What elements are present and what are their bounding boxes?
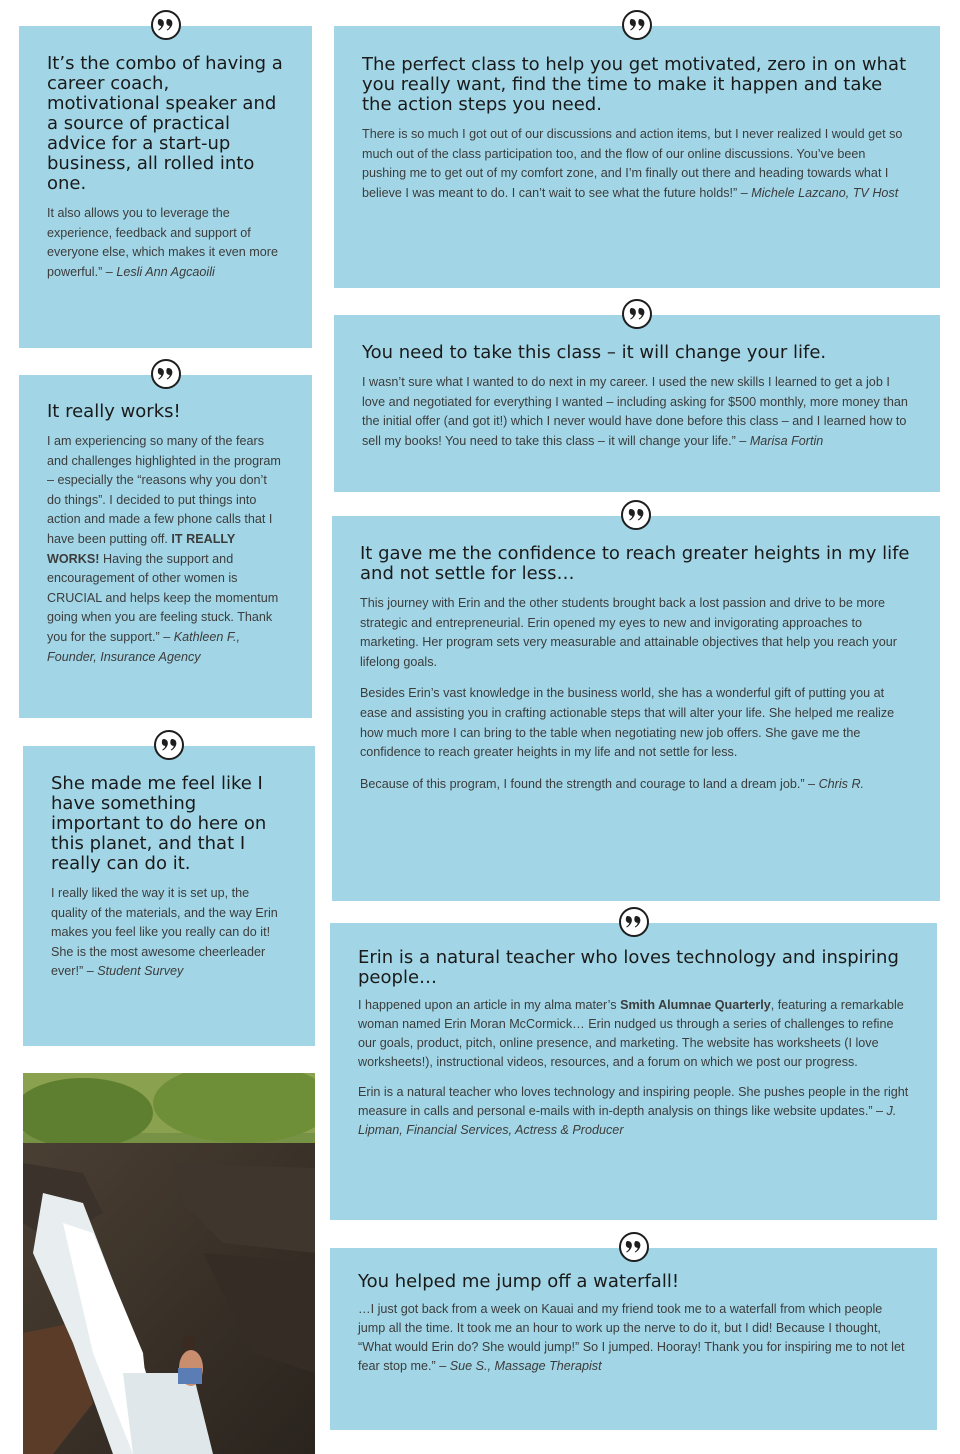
quote-icon: [151, 10, 181, 40]
testimonial-author: J. Lipman, Financial Services, Actress & Producer: [358, 1104, 897, 1137]
testimonial-card-michele: [334, 26, 940, 288]
testimonial-author: Student Survey: [97, 964, 184, 979]
testimonial-card-chris: [332, 516, 940, 901]
quote-icon: [619, 907, 649, 937]
testimonial-card-student-survey: [23, 746, 315, 1046]
testimonial-headline: The perfect class to help you get motivated, zero in on what you really want, find the time to make it happen and take the action steps you need.: [362, 54, 907, 115]
testimonial-text: Because of this program, I found the strength and courage to land a dream job.” –: [360, 776, 816, 791]
testimonial-author: Lesli Ann Agcaoili: [116, 264, 215, 279]
testimonial-body: [47, 204, 284, 282]
testimonial-emphasis: IT REALLY WORKS!: [47, 531, 236, 566]
testimonial-text: It also allows you to leverage the experience, feedback and support of everyone else, which makes it even more powerful.” –: [47, 206, 278, 279]
testimonial-body: This journey with Erin and the other students brought back a lost passion and drive to be more strategic and entrepreneurial. Erin opened my eyes to new and invigorating approaches to marketing. Her program sets very measurable and attainable objectives that help you reach your lifelong goals.: [360, 596, 897, 669]
testimonial-body: [358, 1300, 909, 1376]
testimonial-body: [360, 775, 912, 795]
testimonial-headline: Erin is a natural teacher who loves technology and inspiring people…: [358, 947, 899, 988]
testimonial-card-lipman: [330, 923, 937, 1220]
quote-icon: [622, 10, 652, 40]
testimonial-author: Sue S., Massage Therapist: [449, 1359, 602, 1373]
testimonial-body: [358, 1083, 909, 1140]
testimonial-text-continued: Having the support and encouragement of other women is CRUCIAL and helps keep the momentum going when you are feeling stuck. Thank you for the support.” –: [47, 551, 279, 644]
waterfall-photo: [23, 1073, 315, 1454]
testimonial-body: [51, 884, 287, 982]
testimonial-card-marisa: [334, 315, 940, 492]
testimonial-text: I really liked the way it is set up, the quality of the materials, and the way Erin makes you feel like you really can do it! She is the most awesome cheerleader ever!” –: [51, 886, 278, 979]
testimonial-text: I happened upon an article in my alma mater’s: [358, 998, 617, 1012]
testimonial-text: Erin is a natural teacher who loves technology and inspiring people. She pushes people in the right measure in calls and personal e-mails with in-depth analysis on things like website updates.” –: [358, 1085, 909, 1118]
testimonial-text: I wasn’t sure what I wanted to do next in my career. I used the new skills I learned to get a job I love and negotiated for everything I wanted – including asking for $500 monthly, more money than the initial offer (and got it!) which I never would have done before this class – and I learned how to sell my books! You need to take this class – it will change your life.” –: [362, 375, 908, 448]
testimonial-headline: It’s the combo of having a career coach, motivational speaker and a source of practical advice for a start-up business, all rolled into one.: [47, 53, 283, 194]
testimonial-author: Michele Lazcano, TV Host: [751, 185, 899, 200]
quote-icon: [151, 359, 181, 389]
publication-name: Smith Alumnae Quarterly: [620, 998, 771, 1012]
testimonial-card-kathleen: [19, 375, 312, 718]
testimonial-headline: She made me feel like I have something important to do here on this planet, and that I really can do it.: [51, 773, 267, 874]
testimonial-body: Besides Erin’s vast knowledge in the business world, she has a wonderful gift of putting you at ease and assisting you in crafting actionable steps that will alter your life. She helped me realize how much more I can bring to the table when negotiating new job offers. She gave me the confidence to reach greater heights in my life and not settle for less.: [360, 686, 895, 760]
testimonial-text: …I just got back from a week on Kauai and my friend took me to a waterfall from which people jump all the time. It took me an hour to work up the nerve to do it, but I did! Because I thought, “What would Erin do? She would jump!” So I jumped. Hooray! Thank you for inspiring me to not let fear stop me.” –: [358, 1302, 905, 1373]
testimonial-author: Marisa Fortin: [749, 433, 824, 448]
testimonial-body: [47, 432, 284, 667]
testimonial-text: I am experiencing so many of the fears and challenges highlighted in the program – especially the “reasons why you don’t do things”. I decided to put things into action and made a few phone calls that I have been putting off.: [47, 434, 281, 546]
testimonial-card-sue: [330, 1248, 937, 1430]
testimonial-text-continued: , featuring a remarkable woman named Erin Moran McCormick… Erin nudged us through a series of challenges to refine our goals, product, pitch, online presence, and marketing. The website has worksheets (I love worksheets!), instructional videos, resources, and a forum on which we post our progress.: [358, 998, 904, 1069]
testimonial-body: [362, 373, 912, 451]
quote-icon: [154, 730, 184, 760]
quote-icon: [621, 500, 651, 530]
testimonial-body: [358, 996, 909, 1072]
testimonial-author: Kathleen F., Founder, Insurance Agency: [47, 629, 241, 664]
testimonial-headline: You helped me jump off a waterfall!: [358, 1271, 680, 1292]
testimonial-text: There is so much I got out of our discussions and action items, but I never realized I would get so much out of the class participation too, and the flow of our online discussions. You’ve been pushing me to get out of my comfort zone, and I’m finally out there and heading towards what I believe I was meant to do. I can’t wait to see what the future holds!” –: [362, 127, 903, 200]
quote-icon: [619, 1232, 649, 1262]
testimonial-body: [362, 125, 912, 203]
testimonial-headline: It gave me the confidence to reach greater heights in my life and not settle for less…: [360, 543, 910, 584]
testimonial-author: Chris R.: [818, 776, 865, 791]
quote-icon: [622, 299, 652, 329]
testimonial-headline: You need to take this class – it will change your life.: [362, 342, 827, 363]
testimonial-card-lesli: [19, 26, 312, 348]
testimonial-headline: It really works!: [47, 401, 181, 422]
